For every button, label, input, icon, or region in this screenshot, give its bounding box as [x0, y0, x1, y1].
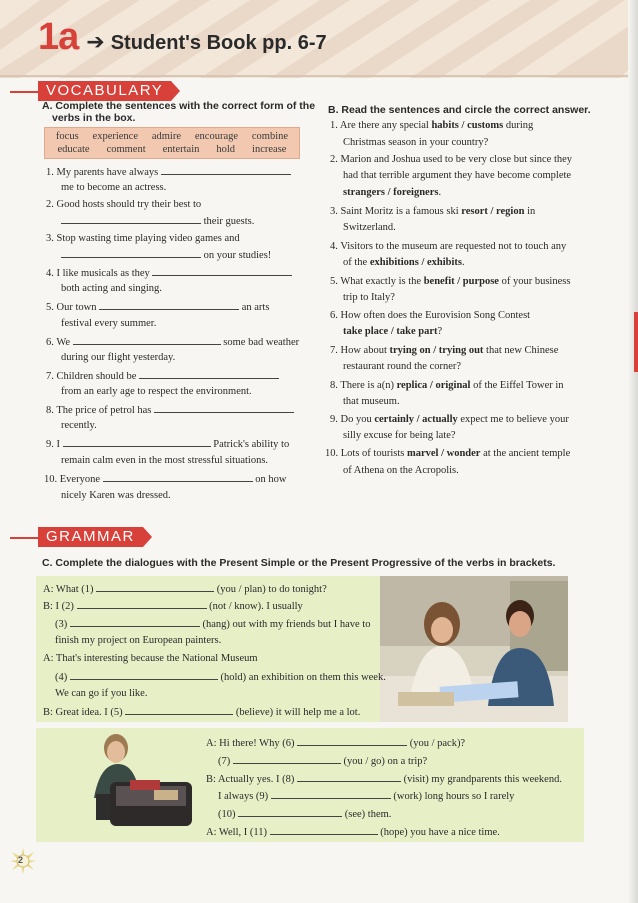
answer-blank[interactable] [270, 826, 378, 835]
word-box-row-1 [49, 130, 295, 143]
exercise-a-item-2 [46, 199, 201, 211]
students-photo-illustration [380, 576, 568, 722]
dialogue-text: (you / go) on a trip? [343, 756, 428, 767]
item-number: 9. [46, 439, 54, 450]
item-text: on your studies! [203, 250, 272, 261]
answer-choice[interactable]: marvel / wonder [406, 448, 481, 459]
packing-photo-illustration [70, 728, 200, 838]
students-studying-photo [380, 576, 568, 722]
dialogue-text: I always (9) [218, 791, 269, 802]
item-text: Stop wasting time playing video games and [56, 233, 240, 244]
word-box-item: experience [92, 131, 138, 142]
dialogue-1-line-7: We can go if you like. [55, 688, 148, 699]
item-number: 7. [46, 371, 54, 382]
exercise-a-item-7 [46, 370, 279, 383]
exercise-b-instruction: B. Read the sentences and circle the correct answer. [328, 104, 591, 116]
word-box-item: admire [151, 131, 182, 142]
dialogue-text: A: Hi there! Why (6) [206, 738, 295, 749]
word-box-item: combine [251, 131, 289, 142]
exercise-b-item-1 [330, 120, 533, 132]
item-text: I like musicals as they [56, 268, 150, 279]
exercise-b-item-2-cont2 [343, 187, 441, 199]
word-box-item: hold [216, 144, 236, 155]
item-number: 6. [46, 337, 54, 348]
girl-packing-suitcase-photo [70, 728, 200, 838]
item-text: expect me to believe your [457, 414, 569, 425]
exercise-a-item-1 [46, 166, 291, 179]
item-text: on how [255, 474, 287, 485]
answer-blank[interactable] [152, 267, 292, 276]
item-text: during [503, 120, 534, 131]
exercise-b-item-1-cont: Christmas season in your country? [343, 137, 489, 148]
item-text: at the ancient temple [480, 448, 571, 459]
exercise-a-item-1-cont: me to become an actress. [61, 182, 167, 193]
dialogue-1-line-5: A: That's interesting because the National Museum [43, 653, 258, 664]
answer-blank[interactable] [73, 336, 221, 345]
item-text: Lots of tourists [340, 448, 407, 459]
item-number: 2. [46, 199, 54, 210]
dialogue-text: A: Well, I (11) [206, 827, 267, 838]
item-number: 10. [325, 448, 339, 459]
dialogue-2-line-3 [206, 773, 562, 786]
item-number: 5. [46, 302, 54, 313]
exercise-b-item-7-cont: restaurant round the corner? [343, 361, 462, 372]
exercise-b-item-4 [330, 241, 566, 253]
vocabulary-tab-rule [10, 91, 40, 93]
item-text: We [56, 337, 71, 348]
item-number: 3. [330, 206, 338, 217]
exercise-a-instruction-line1: A. Complete the sentences with the correct form of the [42, 100, 316, 112]
word-box-item: increase [252, 144, 287, 155]
item-number: 4. [46, 268, 54, 279]
dialogue-1-box [36, 576, 380, 722]
answer-blank[interactable] [63, 438, 211, 447]
item-text: of the [343, 257, 370, 268]
dialogue-1-line-6 [55, 671, 386, 684]
exercise-b-item-6-cont [343, 326, 442, 338]
item-number: 6. [330, 310, 338, 321]
word-box-item: focus [55, 131, 79, 142]
item-number: 4. [330, 241, 338, 252]
exercise-b-item-9 [330, 414, 569, 426]
exercise-a-item-4-cont: both acting and singing. [61, 283, 162, 294]
exercise-a-item-10-cont: nicely Karen was dressed. [61, 490, 171, 501]
exercise-a-instruction [42, 100, 315, 124]
dialogue-1-line-4: finish my project on European painters. [55, 635, 222, 646]
item-text: of your business [498, 276, 571, 287]
exercise-b-item-10 [325, 448, 570, 460]
word-box-item: encourage [194, 131, 239, 142]
exercise-b-item-2-cont: had that terrible argument they have become complete [343, 170, 572, 181]
answer-choice[interactable]: take place / take part [343, 326, 438, 337]
dialogue-text: (work) long hours so I rarely [393, 791, 515, 802]
exercise-c-instruction: C. Complete the dialogues with the Present Simple or the Present Progressive of the verbs in brackets. [42, 557, 556, 569]
item-text: How often does the Eurovision Song Contest [340, 310, 531, 321]
answer-blank[interactable] [271, 790, 391, 799]
item-number: 5. [330, 276, 338, 287]
dialogue-text: (you / plan) to do tonight? [216, 584, 327, 595]
dialogue-2-line-5 [218, 808, 391, 821]
dialogue-text: (3) [55, 619, 68, 630]
item-text: Children should be [56, 371, 137, 382]
dialogue-2-line-4 [218, 790, 514, 803]
dialogue-text: (4) [55, 672, 68, 683]
exercise-b-item-5 [330, 276, 570, 288]
item-text: . [462, 257, 465, 268]
word-box-item: entertain [162, 144, 200, 155]
page-number: 2 [18, 855, 24, 865]
dialogue-text: (see) them. [344, 809, 392, 820]
dialogue-text: (hold) an exhibition on them this week. [220, 672, 386, 683]
item-text: How about [340, 345, 390, 356]
dialogue-text: (believe) it will help me a lot. [235, 707, 361, 718]
dialogue-text: B: Great idea. I (5) [43, 707, 123, 718]
answer-choice[interactable]: resort / region [461, 206, 525, 217]
answer-blank[interactable] [161, 166, 291, 175]
item-text: Patrick's ability to [213, 439, 290, 450]
exercise-a-instruction-line2: verbs in the box. [52, 112, 136, 124]
exercise-a-item-8-cont: recently. [61, 420, 97, 431]
exercise-a-item-3-cont [61, 249, 271, 262]
item-text: What exactly is the [340, 276, 424, 287]
exercise-b-item-4-cont [343, 257, 465, 269]
dialogue-text: (10) [218, 809, 236, 820]
answer-blank[interactable] [70, 618, 200, 627]
exercise-b-item-3-cont: Switzerland. [343, 222, 396, 233]
grammar-tab-rule [10, 537, 40, 539]
answer-blank[interactable] [233, 755, 341, 764]
item-text: an arts [241, 302, 270, 313]
answer-blank[interactable] [61, 249, 201, 258]
exercise-b-item-8-cont: that museum. [343, 396, 400, 407]
item-text: My parents have always [56, 167, 159, 178]
item-number: 7. [330, 345, 338, 356]
word-box-item: educate [57, 144, 90, 155]
item-text: of the Eiffel Tower in [470, 380, 564, 391]
item-text: Visitors to the museum are requested not to touch any [340, 241, 567, 252]
dialogue-1-line-2 [43, 600, 303, 613]
exercise-a-item-4 [46, 267, 292, 280]
item-text: The price of petrol has [56, 405, 152, 416]
item-text: I [56, 439, 60, 450]
item-number: 10. [44, 474, 58, 485]
item-text: Good hosts should try their best to [56, 199, 202, 210]
dialogue-2-line-1 [206, 737, 465, 750]
exercise-b-item-6 [330, 310, 530, 322]
dialogue-2-line-2 [218, 755, 427, 768]
exercise-a-item-2-cont [61, 215, 254, 228]
dialogue-text: B: Actually yes. I (8) [206, 774, 295, 785]
exercise-b-item-10-cont: of Athena on the Acropolis. [343, 465, 459, 476]
exercise-a-item-3 [46, 233, 240, 245]
answer-choice[interactable]: benefit / purpose [423, 276, 499, 287]
book-reference: Student's Book pp. 6-7 [110, 32, 327, 54]
dialogue-text: B: I (2) [43, 601, 74, 612]
exercise-a-item-6 [46, 336, 299, 349]
item-number: 9. [330, 414, 338, 425]
answer-blank[interactable] [238, 808, 342, 817]
answer-blank[interactable] [70, 671, 218, 680]
item-text: There is a(n) [340, 380, 397, 391]
exercise-a-item-5 [46, 301, 269, 314]
answer-blank[interactable] [297, 773, 401, 782]
answer-blank[interactable] [103, 473, 253, 482]
exercise-b-item-8 [330, 380, 564, 392]
item-text: Everyone [59, 474, 100, 485]
dialogue-text: (not / know). I usually [209, 601, 303, 612]
item-number: 1. [330, 120, 338, 131]
dialogue-text: (hang) out with my friends but I have to [202, 619, 371, 630]
item-text: . [438, 187, 442, 198]
dialogue-text: (you / pack)? [409, 738, 466, 749]
answer-choice[interactable]: habits / customs [431, 120, 504, 131]
item-text: that new Chinese [483, 345, 559, 356]
answer-blank[interactable] [77, 600, 207, 609]
exercise-b-item-7 [330, 345, 558, 357]
item-text: Marion and Joshua used to be very close but since they [340, 154, 573, 165]
item-text: Saint Moritz is a famous ski [340, 206, 462, 217]
vocabulary-tab: VOCABULARY [38, 81, 171, 101]
dialogue-1-line-8 [43, 706, 360, 719]
item-number: 2. [330, 154, 338, 165]
item-number: 1. [46, 167, 54, 178]
item-text: some bad weather [223, 337, 300, 348]
dialogue-text: (7) [218, 756, 231, 767]
word-box-row-2 [49, 143, 295, 156]
item-text: Are there any special [339, 120, 432, 131]
grammar-tab: GRAMMAR [38, 527, 143, 547]
answer-blank[interactable] [61, 215, 201, 224]
item-text: in [524, 206, 536, 217]
answer-blank[interactable] [125, 706, 233, 715]
answer-choice[interactable]: exhibitions / exhibits [369, 257, 463, 268]
unit-number: 1a [38, 16, 79, 58]
exercise-a-item-8 [46, 404, 294, 417]
exercise-a-item-9-cont: remain calm even in the most stressful situations. [61, 455, 269, 466]
dialogue-2-line-6 [206, 826, 500, 839]
header-title [38, 16, 327, 59]
answer-choice[interactable]: replica / original [396, 380, 471, 391]
item-number: 8. [330, 380, 338, 391]
exercise-a-item-7-cont: from an early age to respect the environment. [61, 386, 252, 397]
exercise-a-item-5-cont: festival every summer. [61, 318, 157, 329]
page-edge-marker [634, 312, 638, 372]
exercise-b-item-2 [330, 154, 572, 166]
exercise-a-item-9 [46, 438, 289, 451]
exercise-a-item-6-cont: during our flight yesterday. [61, 352, 176, 363]
item-text: Do you [340, 414, 375, 425]
answer-blank[interactable] [99, 301, 239, 310]
item-number: 3. [46, 233, 54, 244]
unit-header [0, 0, 638, 78]
exercise-b-item-3 [330, 206, 535, 218]
page-edge-shadow [628, 0, 638, 903]
item-text: their guests. [203, 216, 255, 227]
exercise-a-item-10 [44, 473, 286, 486]
item-number: 8. [46, 405, 54, 416]
answer-blank[interactable] [139, 370, 279, 379]
answer-choice[interactable]: strangers / foreigners [343, 187, 439, 198]
dialogue-1-line-1 [43, 583, 327, 596]
answer-choice[interactable]: certainly / actually [374, 414, 458, 425]
answer-choice[interactable]: trying on / trying out [389, 345, 484, 356]
answer-blank[interactable] [96, 583, 214, 592]
dialogue-1-line-3 [55, 618, 370, 631]
item-text: ? [437, 326, 443, 337]
answer-blank[interactable] [297, 737, 407, 746]
word-box [44, 127, 300, 159]
word-box-item: comment [106, 144, 146, 155]
dialogue-text: A: What (1) [43, 584, 94, 595]
item-text: Our town [56, 302, 97, 313]
dialogue-text: (hope) you have a nice time. [380, 827, 500, 838]
arrow-right-icon: ➔ [86, 30, 105, 55]
exercise-b-item-9-cont: silly excuse for being late? [343, 430, 456, 441]
exercise-b-item-5-cont: trip to Italy? [343, 292, 395, 303]
answer-blank[interactable] [154, 404, 294, 413]
dialogue-text: (visit) my grandparents this weekend. [403, 774, 562, 785]
